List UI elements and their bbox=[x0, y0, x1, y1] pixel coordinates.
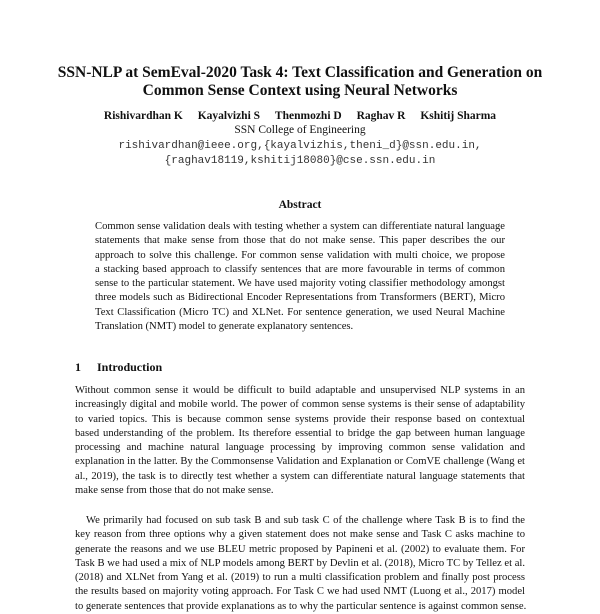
author-list bbox=[0, 110, 600, 122]
text-line: processing and machine natural language processing by improving common sense validation and bbox=[75, 442, 525, 454]
title-line: Common Sense Context using Neural Networks bbox=[142, 82, 458, 99]
author-emails bbox=[0, 139, 600, 168]
author: Thenmozhi D bbox=[274, 110, 342, 122]
text-line: Without common sense it would be difficult to build adaptable and unsupervised NLP systems in an bbox=[75, 385, 525, 396]
text-line: approach to solve this challenge. For common sense validation with multi choice, we propose bbox=[95, 249, 505, 261]
text-line: a stacking based approach to classify sentences that are more favourable in terms of common bbox=[95, 263, 505, 275]
text-line: Common sense validation deals with testing whether a system can differentiate natural language bbox=[95, 221, 505, 232]
title-line: SSN-NLP at SemEval-2020 Task 4: Text Classification and Generation on bbox=[57, 64, 543, 81]
author: Kayalvizhi S bbox=[197, 110, 261, 122]
text-line: We primarily had focused on sub task B and sub task C of the challenge where Task B is to find the bbox=[86, 515, 525, 526]
text-line: key reason from three options why a given statement does not make sense and Task C asks machine to bbox=[75, 529, 525, 541]
text-line: Translation (NMT) model to generate explanatory sentences. bbox=[95, 321, 354, 333]
text-line: explanation in the latter. By the Commonsense Validation and Explanation or ComVE challenge (Wang et bbox=[75, 456, 525, 468]
text-line: sense to the particular statement. We have used majority voting classifier methodology amongst bbox=[95, 278, 505, 290]
abstract-heading: Abstract bbox=[278, 199, 322, 211]
email-line: rishivardhan@ieee.org,{kayalvizhis,theni_d}@ssn.edu.in, bbox=[118, 140, 482, 152]
text-line: statements that make sense from those that do not make sense. This paper describes the our bbox=[95, 235, 505, 247]
text-line: al., 2019), the task is to directly test whether a system can differentiate natural language statements that bbox=[75, 470, 525, 482]
intro-paragraph-1 bbox=[75, 384, 525, 498]
text-line: based understanding of the problem. Its therefore essential to bridge the gap between human language bbox=[75, 427, 525, 439]
abstract-text bbox=[95, 220, 505, 334]
section-heading bbox=[75, 360, 162, 375]
author: Raghav R bbox=[356, 110, 406, 122]
intro-paragraph-2 bbox=[75, 514, 525, 614]
section-number: 1 bbox=[75, 360, 81, 374]
text-line: the results based on majority voting approach. For Task C we had used NMT (Luong et al., 2017) model bbox=[75, 586, 525, 598]
author: Rishivardhan K bbox=[103, 110, 183, 122]
text-line: Text Classification (Micro TC) and XLNet. For sentence generation, we used Neural Machine bbox=[95, 306, 505, 318]
section-title: Introduction bbox=[97, 360, 163, 374]
text-line: Task B we had used a mix of NLP models among BERT by Devlin et al. (2018), Micro TC by Tellez et al. bbox=[75, 557, 525, 569]
text-line: to generate sentences that provide explanations as to why the particular sentence is against common sense. bbox=[75, 600, 527, 612]
author: Kshitij Sharma bbox=[420, 110, 497, 122]
text-line: generate the reasons and we use BLEU metric proposed by Papineni et al. (2002) to evaluate them. For bbox=[75, 543, 525, 555]
text-line: make sense from those that do not make sense. bbox=[75, 485, 274, 497]
text-line: increasingly digital and mobile world. The power of common sense systems is their sense of adaptability bbox=[75, 399, 525, 411]
text-line: (2018) and XLNet from Yang et al. (2019) to run a multi classification problem and finally post process bbox=[75, 572, 525, 584]
text-line: three models such as Bidirectional Encoder Representations from Transformers (BERT), Micro bbox=[95, 292, 505, 304]
text-line: to varied topics. This is because common sense systems provide their response based on contextual bbox=[75, 413, 525, 425]
paper-title bbox=[0, 64, 600, 100]
affiliation: SSN College of Engineering bbox=[234, 124, 366, 136]
email-line: {raghav18119,kshitij18080}@cse.ssn.edu.in bbox=[164, 154, 436, 167]
